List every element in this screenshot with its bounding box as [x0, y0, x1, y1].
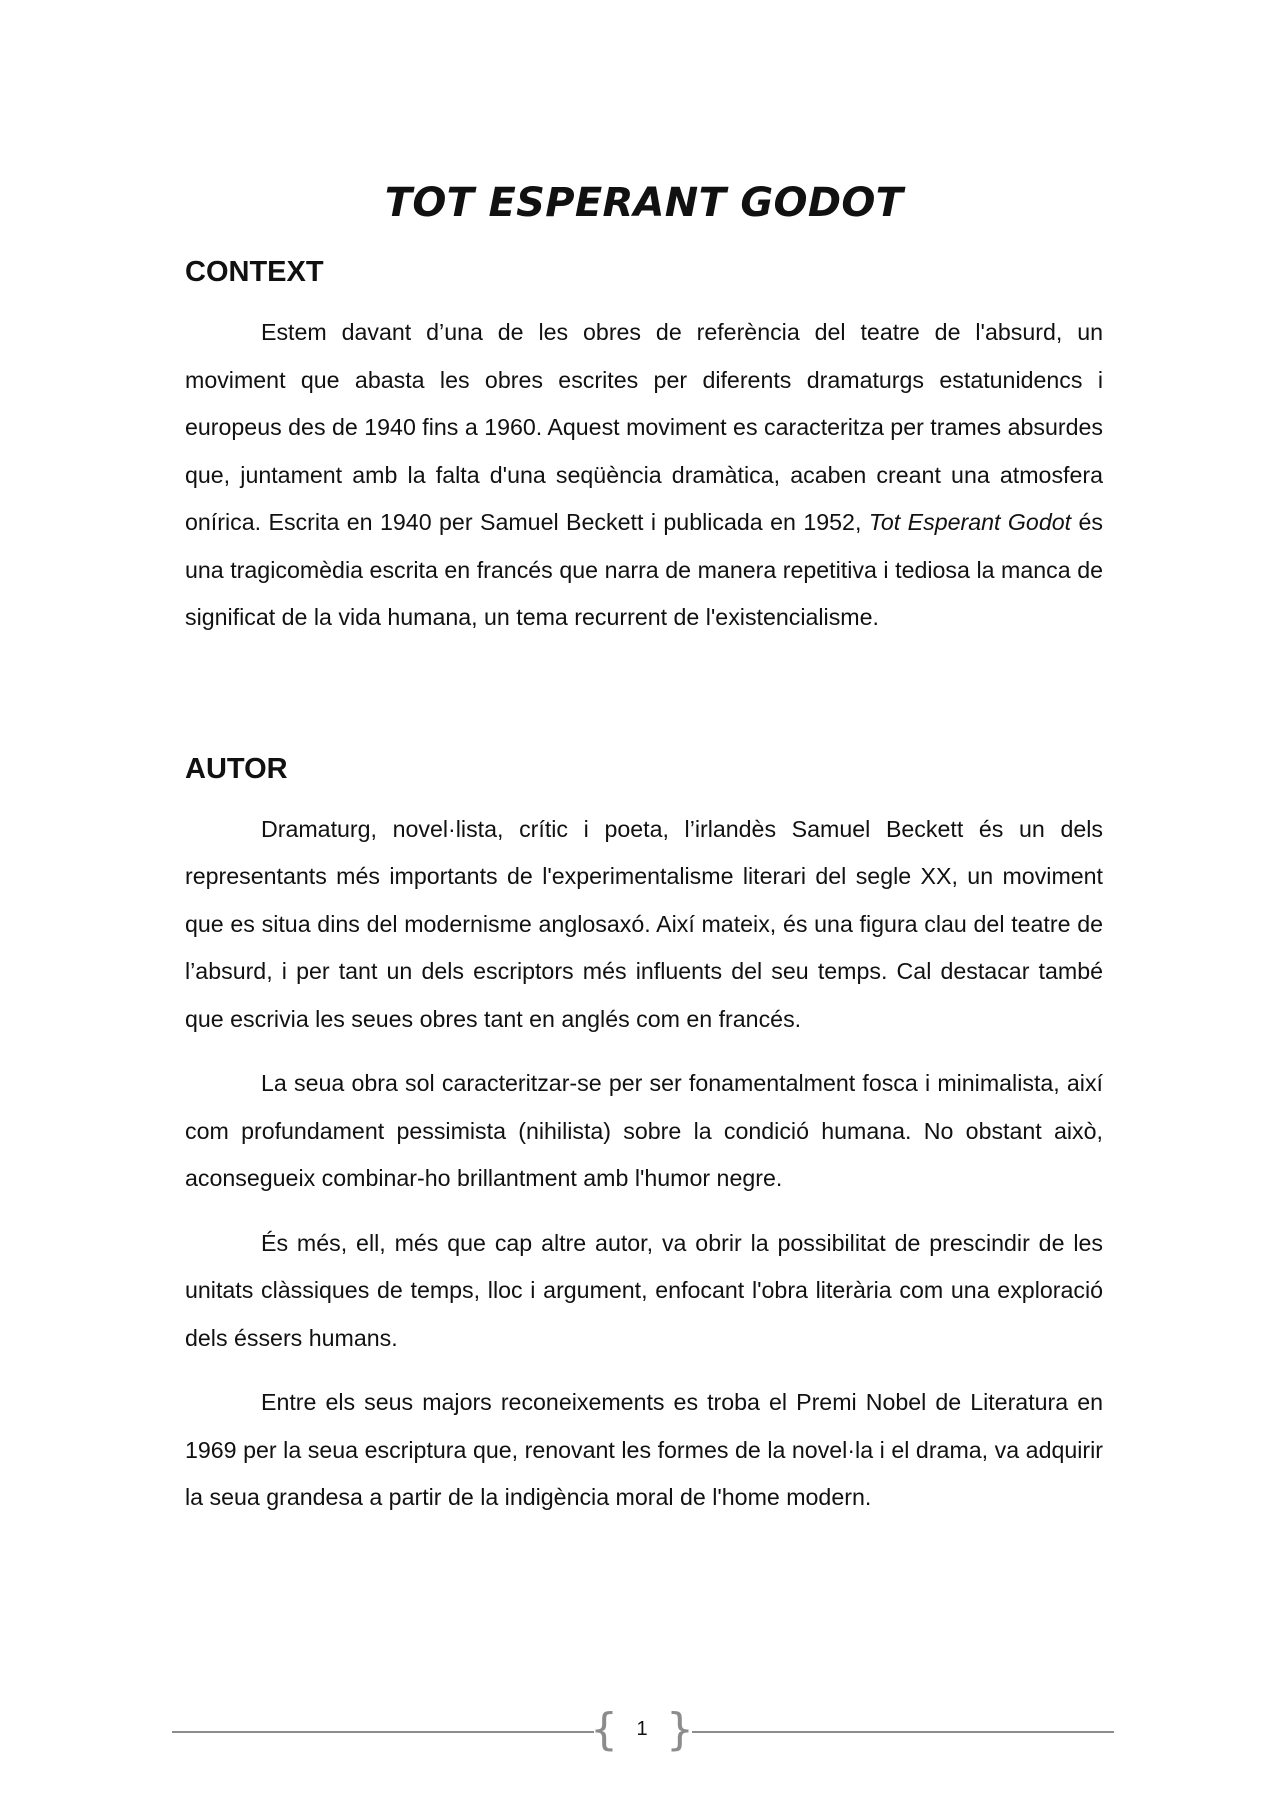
footer-brace-close: } [666, 1704, 694, 1755]
section-heading-context: CONTEXT [185, 256, 324, 288]
autor-paragraph-1: Dramaturg, novel·lista, crític i poeta, l’irlandès Samuel Beckett és un dels representants més importants de l'experimentalisme literari del segle XX, un moviment que es situa dins del modernisme anglosaxó. Així mateix, és una figura clau del teatre de l’absurd, i per tant un dels escriptors més influents del seu temps. Cal destacar també que escrivia les seues obres tant en anglés com en francés. [185, 815, 1103, 1032]
page-footer [172, 1706, 1114, 1756]
work-title-italic: Tot Esperant Godot [868, 509, 1072, 535]
autor-paragraph-2: La seua obra sol caracteritzar-se per ser fonamentalment fosca i minimalista, així com profundament pessimista (nihilista) sobre la condició humana. No obstant això, aconsegueix combinar-ho brillantment amb l'humor negre. [185, 1070, 1103, 1191]
footer-brace-open: { [590, 1704, 618, 1755]
autor-paragraph-3: És més, ell, més que cap altre autor, va obrir la possibilitat de prescindir de les unitats clàssiques de temps, lloc i argument, enfocant l'obra literària com una exploració dels éssers humans. [185, 1229, 1103, 1351]
document-title: TOT ESPERANT GODOT [384, 180, 904, 226]
page-content [185, 170, 1103, 1522]
section-heading-autor: AUTOR [185, 752, 288, 785]
autor-paragraph-4: Entre els seus majors reconeixements es troba el Premi Nobel de Literatura en 1969 per la seua escriptura que, renovant les formes de la novel·la i el drama, va adquirir la seua grandesa a partir de la indigència moral de l'home modern. [185, 1389, 1103, 1510]
footer-rule-right [692, 1731, 1114, 1733]
footer-rule-left [172, 1731, 594, 1733]
context-paragraph-1-text-a: Estem davant d’una de les obres de referència del teatre de l'absurd, un moviment que abasta les obres escrites per diferents dramaturgs estatunidencs i europeus des de 1940 fins a 1960. Aquest moviment es caracteritza per trames absurdes que, juntament amb la falta d'una seqüència dramàtica, acaben creant una atmosfera onírica. Escrita en 1940 per Samuel Beckett i publicada en 1952, [185, 319, 1103, 535]
context-paragraph-1 [185, 309, 1103, 642]
page-number: 1 [636, 1718, 648, 1740]
context-paragraph-1-text-b: és una tragicomèdia escrita en francés que narra de manera repetitiva i tediosa la manca de significat de la vida humana, un tema recurrent de l'existencialisme. [185, 509, 1103, 630]
